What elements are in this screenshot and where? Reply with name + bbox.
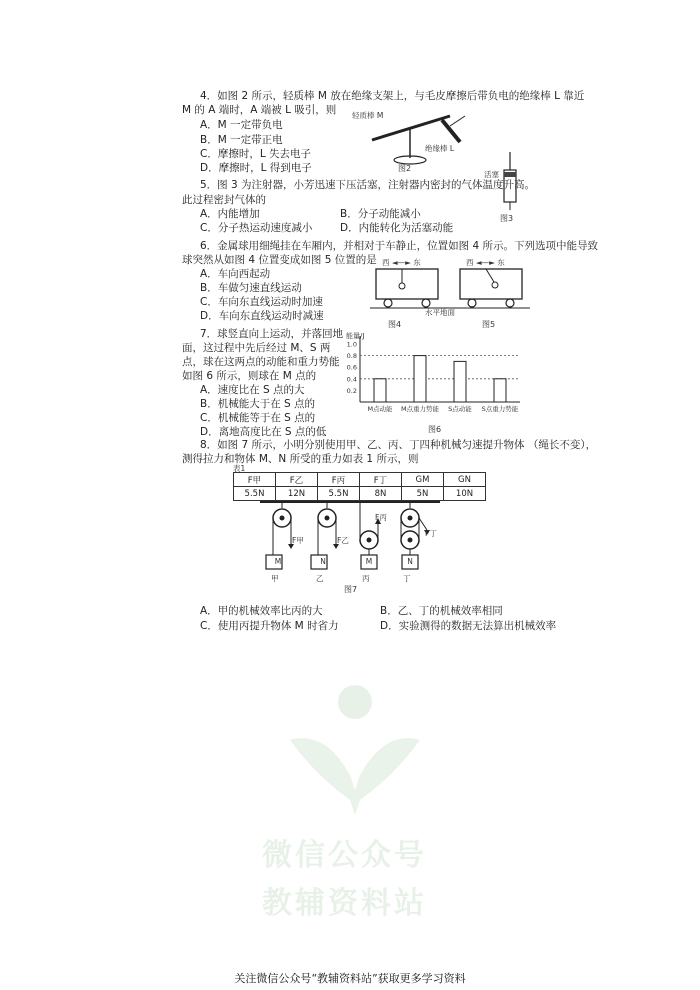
q6-stem-line2: 球突然从如图 4 位置变成如图 5 位置的是 — [182, 254, 377, 266]
q6-option-c[interactable]: C．车向东直线运动时加速 — [200, 296, 323, 308]
chart-y-tick-label: 1.0 — [346, 340, 357, 349]
q5-stem-line1: 5．图 3 为注射器，小芳迅速下压活塞，注射器内密封的气体温度升高。 — [200, 179, 536, 191]
chart-y-tick-label: 0.4 — [346, 375, 357, 384]
q6-option-b[interactable]: B．车做匀速直线运动 — [200, 282, 302, 294]
q6-option-d[interactable]: D．车向东直线运动时减速 — [200, 310, 324, 322]
figure6-caption: 图6 — [428, 425, 442, 434]
figure7-force-label: F甲 — [292, 536, 304, 545]
chart-bar — [454, 361, 466, 402]
table1-header: F丙 — [318, 473, 360, 487]
table1-cell: 8N — [360, 487, 402, 501]
figure3-syringe-icon — [495, 150, 525, 212]
chart-bar — [494, 379, 506, 402]
table1-header: F丁 — [360, 473, 402, 487]
chart-bar — [374, 379, 386, 402]
figure2-caption: 图2 — [398, 164, 412, 173]
figure7-pulley-systems — [255, 500, 445, 580]
q4-option-d[interactable]: D．摩擦时，L 得到电子 — [200, 162, 312, 174]
figure7-force-label: F乙 — [337, 536, 349, 545]
q7-stem-line2: 面，这过程中先后经过 M、S 两 — [182, 342, 331, 354]
figure2-label-l: 绝缘棒 L — [425, 144, 455, 153]
q8-option-a[interactable]: A．甲的机械效率比丙的大 — [200, 605, 323, 617]
chart-y-label: 能量/J — [346, 332, 365, 340]
table1-cell: 12N — [276, 487, 318, 501]
q5-stem-line2: 此过程密封气体的 — [182, 194, 266, 206]
table1-forces — [233, 472, 486, 501]
watermark-line2: 教辅资料站 — [262, 886, 427, 921]
chart-y-tick-label: 0.8 — [346, 352, 357, 361]
chart-y-tick-label: 0.6 — [346, 363, 357, 372]
figure7-weight: M — [274, 557, 282, 566]
figure7-pulley-label: 乙 — [316, 574, 324, 583]
figure7-caption: 图7 — [344, 585, 358, 594]
q7-stem-line3: 点，球在这两点的动能和重力势能 — [182, 356, 340, 368]
table1-cell: 5.5N — [318, 487, 360, 501]
q7-option-b[interactable]: B．机械能大于在 S 点的 — [200, 398, 316, 410]
table1-cell: 10N — [444, 487, 486, 501]
q4-option-b[interactable]: B．M 一定带正电 — [200, 134, 283, 146]
chart-y-tick-label: 0.2 — [346, 386, 357, 395]
table1-header: GM — [402, 473, 444, 487]
chart-category-label: M点重力势能 — [400, 405, 440, 413]
q5-option-b[interactable]: B．分子动能减小 — [340, 208, 421, 220]
figure5-caption: 图5 — [482, 320, 496, 329]
q5-option-a[interactable]: A．内能增加 — [200, 208, 260, 220]
chart-category-label: S点重力势能 — [481, 405, 519, 413]
q6-option-a[interactable]: A．车向西起动 — [200, 268, 271, 280]
q4-option-a[interactable]: A．M 一定带负电 — [200, 119, 283, 131]
figure7-pulley-label: 甲 — [271, 574, 279, 583]
q4-stem-line1: 4．如图 2 所示，轻质棒 M 放在绝缘支架上，与毛皮摩擦后带负电的绝缘棒 L 靠近 — [200, 90, 585, 102]
table1-cell: 5.5N — [234, 487, 276, 501]
footer-note: 关注微信公众号“教辅资料站”获取更多学习资料 — [234, 972, 466, 985]
q7-option-a[interactable]: A．速度比在 S 点的大 — [200, 384, 305, 396]
figure7-force-label: F丙 — [375, 513, 387, 522]
table1-header: F乙 — [276, 473, 318, 487]
table1-title: 表1 — [233, 464, 246, 473]
table1-value-row — [234, 487, 486, 501]
figure7-weight: N — [320, 557, 326, 566]
table1-header: GN — [444, 473, 486, 487]
q8-option-c[interactable]: C．使用丙提升物体 M 时省力 — [200, 620, 339, 632]
chart-category-label: S点动能 — [448, 405, 472, 413]
watermark-logo-icon — [270, 680, 440, 820]
figure7-pulley-label: 丙 — [362, 574, 370, 583]
table1-header-row — [234, 473, 486, 487]
q5-option-d[interactable]: D．内能转化为活塞动能 — [340, 222, 454, 234]
q7-option-c[interactable]: C．机械能等于在 S 点的 — [200, 412, 316, 424]
table1-cell: 5N — [402, 487, 444, 501]
figure6-energy-chart — [338, 330, 528, 422]
figure7-weight: M — [365, 557, 373, 566]
q7-stem-line4: 如图 6 所示，则球在 M 点的 — [182, 370, 317, 382]
figure5-direction: 西 ◄—► 东 — [466, 258, 505, 267]
table1-header: F甲 — [234, 473, 276, 487]
q8-stem-line2: 测得拉力和物体 M、N 所受的重力如表 1 所示，则 — [182, 453, 419, 465]
q4-stem-line2: M 的 A 端时，A 端被 L 吸引，则 — [182, 104, 337, 116]
q7-option-d[interactable]: D．离地高度比在 S 点的低 — [200, 426, 327, 438]
q7-stem-line1: 7．球竖直向上运动，并落回地 — [200, 328, 344, 340]
figure7-force-label: F丁 — [425, 529, 437, 538]
figure3-caption: 图3 — [500, 214, 514, 223]
figure7-weight: N — [407, 557, 413, 566]
q6-stem-line1: 6．金属球用细绳挂在车厢内，并相对于车静止，位置如图 4 所示。下列选项中能导致 — [200, 240, 599, 252]
figure3-label-piston: 活塞 — [484, 170, 499, 179]
chart-category-label: M点动能 — [367, 405, 393, 413]
q8-option-b[interactable]: B．乙、丁的机械效率相同 — [380, 605, 503, 617]
figure4-direction: 西 ◄—► 东 — [382, 258, 421, 267]
figure2-label-m: 轻质棒 M — [352, 111, 384, 120]
figure4-5-ground-label: 水平地面 — [425, 308, 455, 317]
q8-option-d[interactable]: D．实验测得的数据无法算出机械效率 — [380, 620, 557, 632]
q5-option-c[interactable]: C．分子热运动速度减小 — [200, 222, 313, 234]
chart-bar — [414, 356, 426, 402]
q8-stem-line1: 8．如图 7 所示，小明分别使用甲、乙、丙、丁四种机械匀速提升物体 （绳长不变）， — [200, 439, 597, 451]
q4-option-c[interactable]: C．摩擦时，L 失去电子 — [200, 148, 312, 160]
figure4-caption: 图4 — [388, 320, 402, 329]
figure7-pulley-label: 丁 — [403, 574, 411, 583]
watermark-line1: 微信公众号 — [262, 838, 427, 873]
